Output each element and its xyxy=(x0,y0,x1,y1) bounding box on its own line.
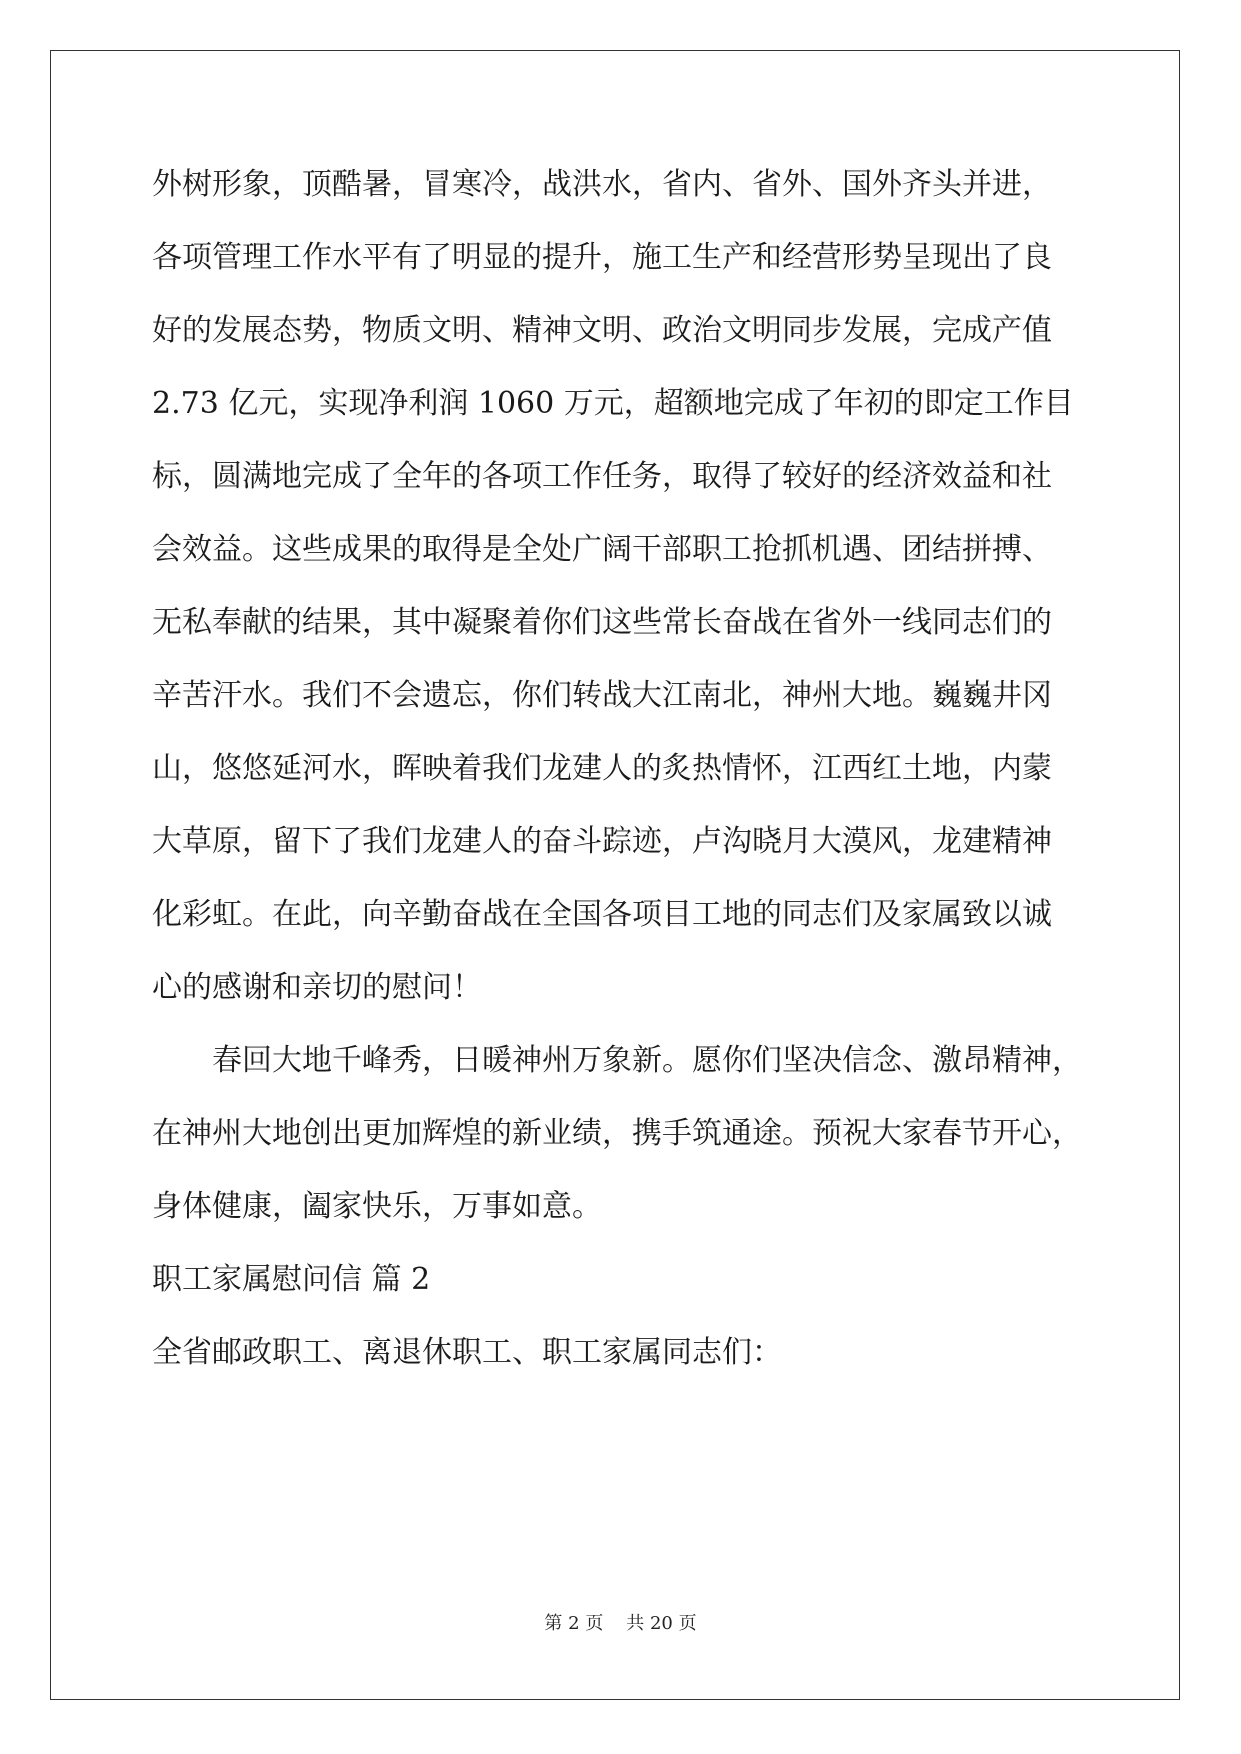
body-line-11: 化彩虹。在此，向辛勤奋战在全国各项目工地的同志们及家属致以诚 xyxy=(152,897,1052,932)
page-total: 共 20 页 xyxy=(626,1613,697,1634)
body-line-3: 好的发展态势，物质文明、精神文明、政治文明同步发展，完成产值 xyxy=(152,313,1052,348)
page-border xyxy=(50,50,1180,1700)
body-line-6: 会效益。这些成果的取得是全处广阔干部职工抢抓机遇、团结拼搏、 xyxy=(152,532,1052,567)
body-line-14: 在神州大地创出更加辉煌的新业绩，携手筑通途。预祝大家春节开心， xyxy=(152,1116,1082,1151)
body-line-7: 无私奉献的结果，其中凝聚着你们这些常长奋战在省外一线同志们的 xyxy=(152,605,1052,640)
section-heading: 职工家属慰问信 篇 2 xyxy=(152,1262,431,1297)
body-line-5: 标，圆满地完成了全年的各项工作任务，取得了较好的经济效益和社 xyxy=(152,459,1052,494)
page-footer xyxy=(0,1612,1241,1636)
body-line-13: 春回大地千峰秀，日暖神州万象新。愿你们坚决信念、激昂精神， xyxy=(152,1043,1082,1078)
body-line-8: 辛苦汗水。我们不会遗忘，你们转战大江南北，神州大地。巍巍井冈 xyxy=(152,678,1052,713)
body-line-12: 心的感谢和亲切的慰问！ xyxy=(152,970,482,1005)
page-number: 第 2 页 xyxy=(544,1613,604,1634)
salutation-line: 全省邮政职工、离退休职工、职工家属同志们： xyxy=(152,1335,782,1370)
body-line-9: 山，悠悠延河水，晖映着我们龙建人的炙热情怀，江西红土地，内蒙 xyxy=(152,751,1052,786)
body-line-10: 大草原，留下了我们龙建人的奋斗踪迹，卢沟晓月大漠风，龙建精神 xyxy=(152,824,1052,859)
body-line-1: 外树形象，顶酷暑，冒寒冷，战洪水，省内、省外、国外齐头并进， xyxy=(152,167,1052,202)
body-line-4: 2.73 亿元，实现净利润 1060 万元，超额地完成了年初的即定工作目 xyxy=(152,386,1074,421)
body-line-15: 身体健康，阖家快乐，万事如意。 xyxy=(152,1189,602,1224)
body-line-2: 各项管理工作水平有了明显的提升，施工生产和经营形势呈现出了良 xyxy=(152,240,1052,275)
